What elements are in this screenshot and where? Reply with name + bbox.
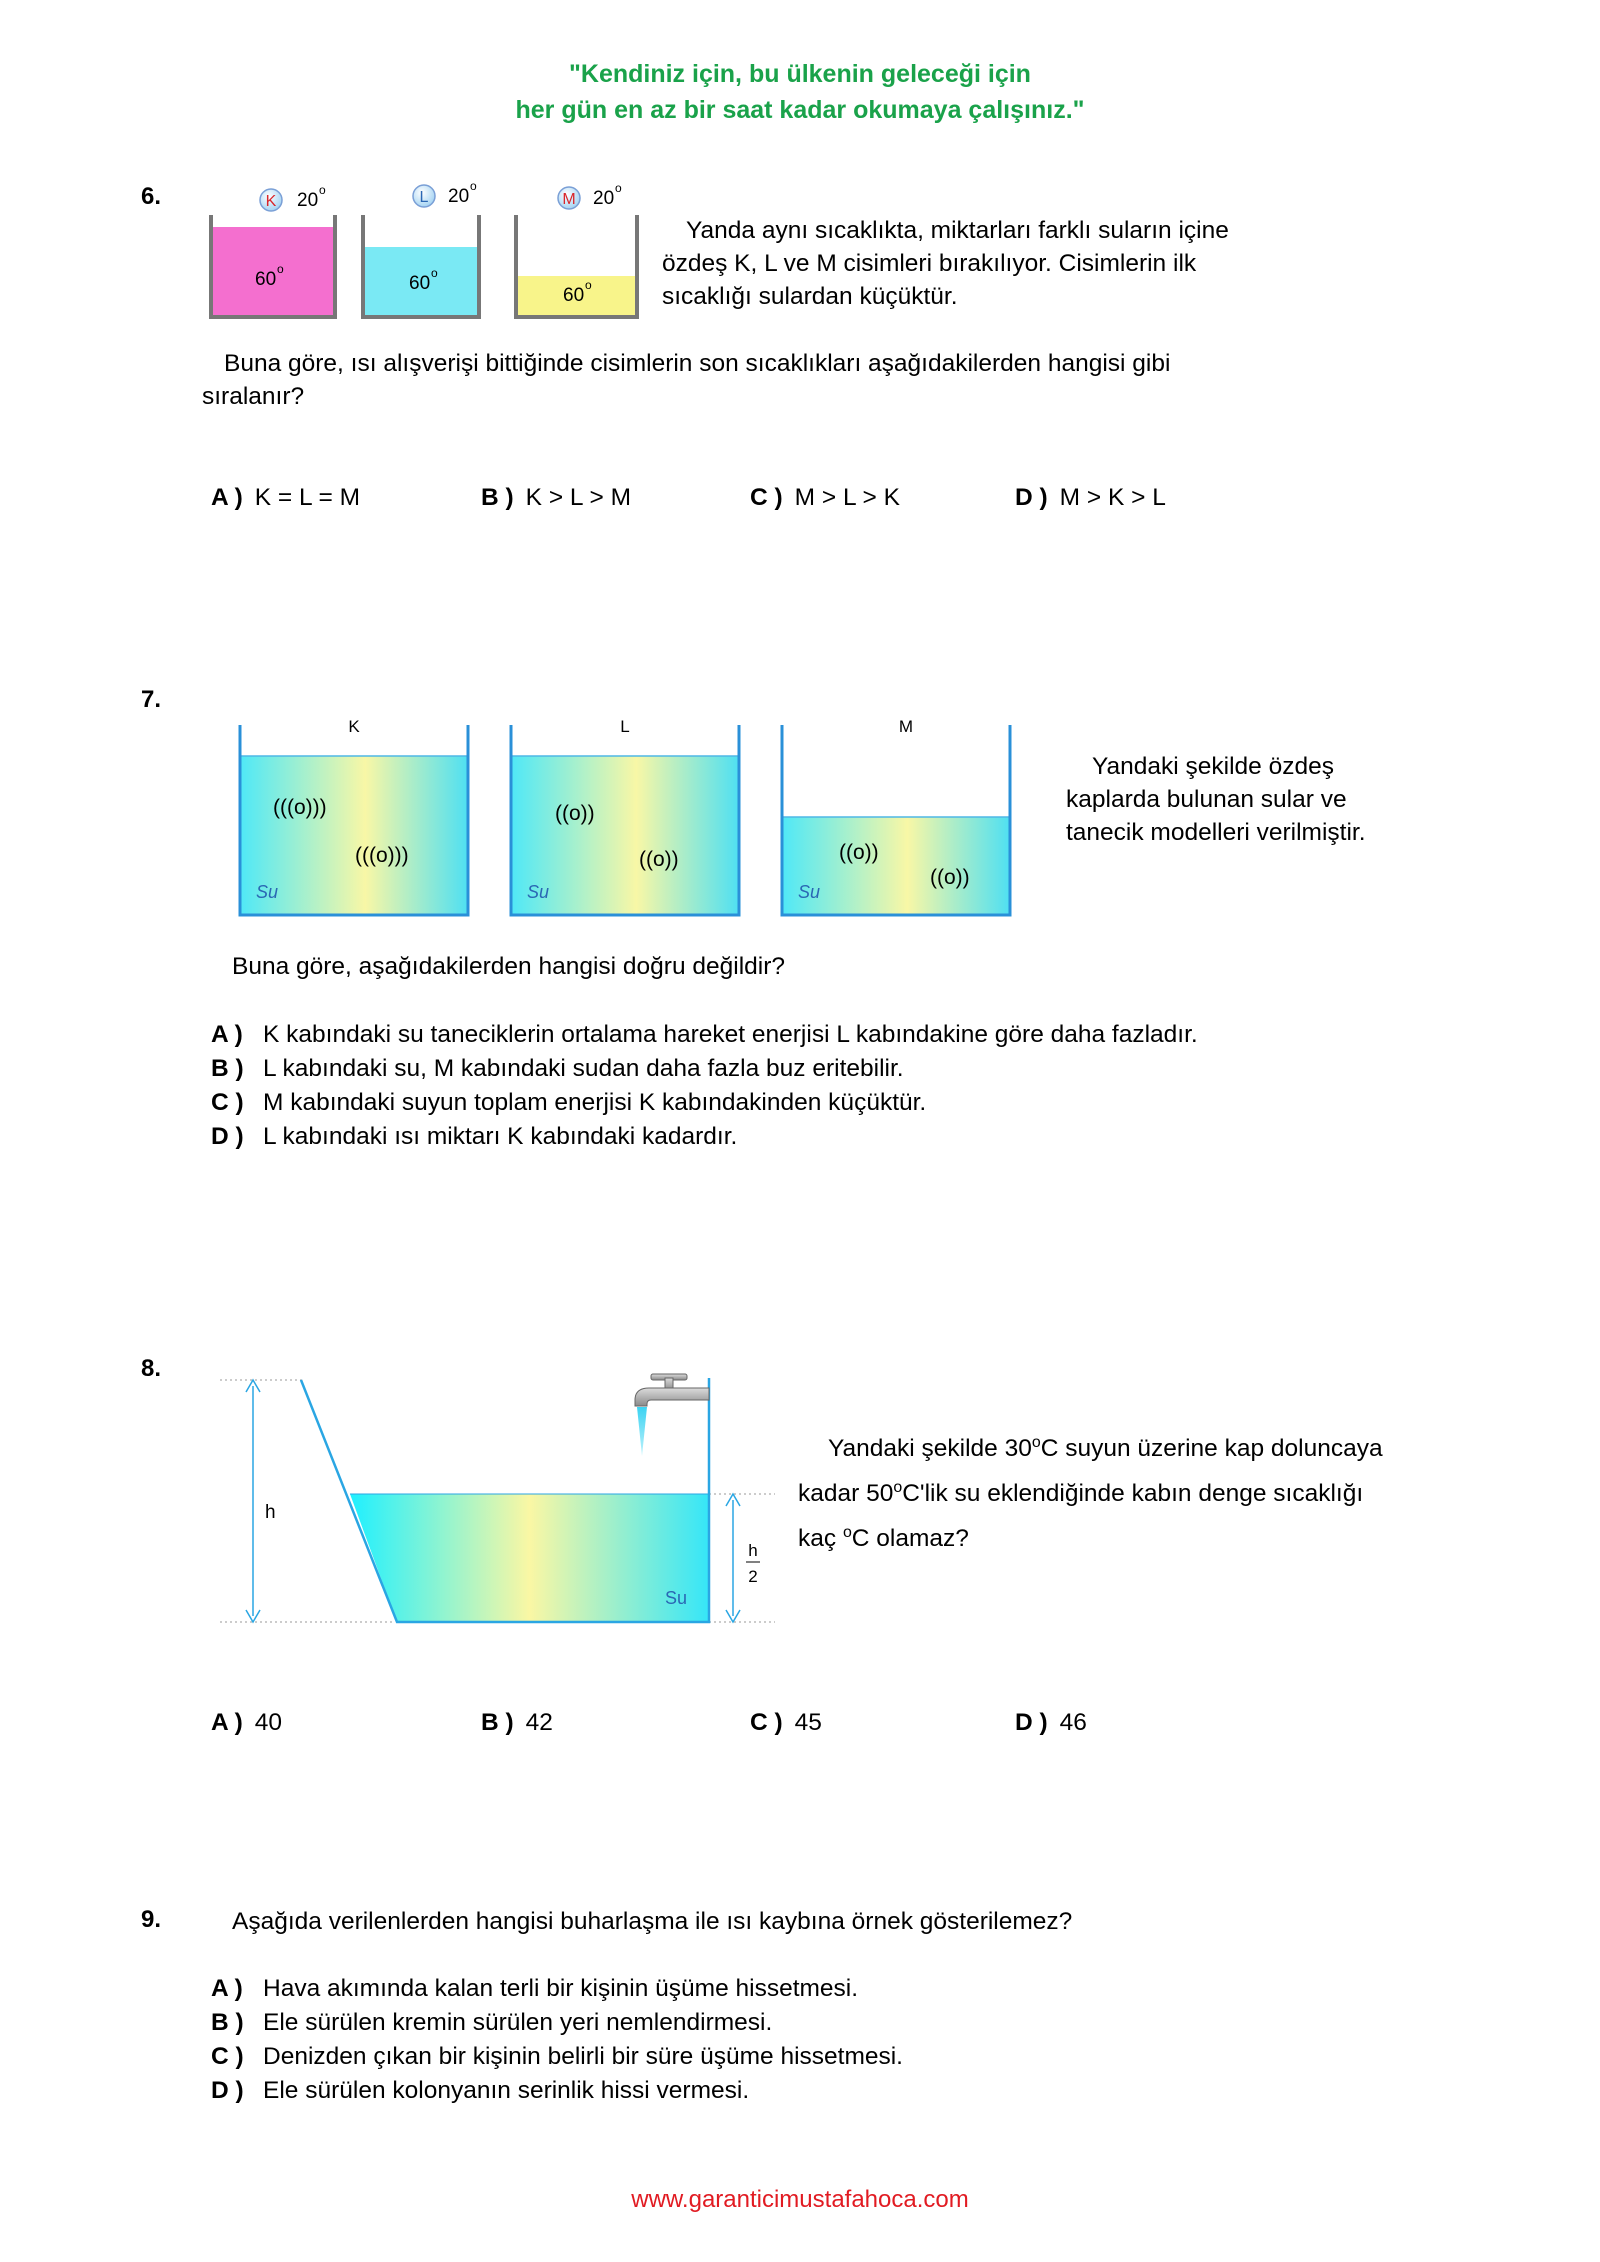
water-k-degree: o: [277, 262, 284, 276]
option-text: K > L > M: [525, 484, 631, 511]
question-7-side-line-3: tanecik modelleri verilmiştir.: [1066, 819, 1366, 846]
container-k: [240, 717, 468, 915]
container-k-particle-2: (((o))): [355, 844, 409, 867]
degree-mark: o: [1031, 1434, 1041, 1451]
question-9-option-a[interactable]: [211, 1972, 903, 2006]
motto-line-1: "Kendiniz için, bu ülkenin geleceği için: [569, 60, 1031, 88]
faucet-icon: [635, 1374, 709, 1456]
container-water: [350, 1494, 709, 1622]
question-6-option-c[interactable]: [750, 481, 900, 514]
option-text: M > K > L: [1059, 484, 1166, 511]
option-text: 40: [254, 1709, 283, 1736]
question-9-number: 9.: [141, 1906, 162, 1933]
question-8-option-d[interactable]: [1015, 1706, 1087, 1739]
question-8-number: 8.: [141, 1355, 162, 1382]
question-6-beakers-figure: [195, 175, 665, 325]
motto-line-2: her gün en az bir saat kadar okumaya çalışınız.": [515, 96, 1085, 124]
beaker-m: [516, 181, 637, 317]
option-text: Hava akımında kalan terli bir kişinin üşüme hissetmesi.: [263, 1975, 859, 2002]
container-k-label: K: [348, 717, 360, 736]
text-fragment: C'lik su eklendiğinde kabın denge sıcaklığı: [902, 1480, 1364, 1508]
height-h-arrow: [246, 1380, 260, 1622]
question-8-container-figure: [215, 1360, 795, 1630]
option-letter: C ): [211, 2043, 244, 2070]
height-h-label: h: [265, 1502, 276, 1523]
question-8-side-line-2: [798, 1468, 1558, 1513]
water-l-temp: 60: [409, 273, 431, 294]
option-letter: D ): [211, 2077, 244, 2104]
option-text: Ele sürülen kremin sürülen yeri nemlendirmesi.: [263, 2009, 773, 2036]
question-6-option-b[interactable]: [481, 481, 631, 514]
object-l-label: L: [419, 189, 429, 206]
container-m-particle-1: ((o)): [839, 841, 879, 864]
option-letter: B ): [211, 1055, 244, 1082]
container-m: [782, 717, 1010, 915]
question-9-options: [211, 1972, 903, 2108]
footer-link[interactable]: www.garanticimustafahoca.com: [631, 2186, 969, 2213]
height-half-numerator: h: [748, 1541, 758, 1560]
question-9-option-b[interactable]: [211, 2006, 903, 2040]
option-letter: C ): [211, 1089, 244, 1116]
container-k-water-label: Su: [256, 882, 279, 902]
container-k-particle-1: (((o))): [273, 796, 327, 819]
object-k-degree: o: [319, 183, 326, 197]
container-m-water-label: Su: [798, 882, 821, 902]
water-l-degree: o: [431, 266, 438, 280]
text-fragment: C olamaz?: [851, 1525, 969, 1553]
container-m-label: M: [898, 717, 914, 736]
text-fragment: C suyun üzerine kap doluncaya: [1040, 1435, 1383, 1463]
option-letter: B ): [481, 484, 514, 511]
option-text: M kabındaki suyun toplam enerjisi K kabındakinden küçüktür.: [263, 1089, 927, 1116]
container-l-label: L: [620, 717, 630, 736]
question-8-option-c[interactable]: [750, 1706, 822, 1739]
object-k-temp: 20: [297, 190, 319, 211]
option-letter: A ): [211, 1021, 243, 1048]
question-9-option-d[interactable]: [211, 2074, 903, 2108]
object-m-temp: 20: [593, 188, 615, 209]
question-7-stem: Buna göre, aşağıdakilerden hangisi doğru değildir?: [232, 953, 785, 980]
text-fragment: Yandaki şekilde 30: [828, 1435, 1032, 1463]
container-l: [511, 717, 739, 915]
object-k-label: K: [265, 193, 277, 210]
question-7-side-line-1: Yandaki şekilde özdeş: [1092, 753, 1334, 780]
water-k-temp: 60: [255, 269, 277, 290]
question-6-number: 6.: [141, 183, 162, 210]
question-7-containers-figure: [230, 710, 1020, 920]
container-l-particle-1: ((o)): [555, 802, 595, 825]
question-8-side-line-1: [798, 1423, 1558, 1468]
option-text: Ele sürülen kolonyanın serinlik hissi vermesi.: [263, 2077, 750, 2104]
option-letter: A ): [211, 1709, 243, 1736]
degree-mark: o: [842, 1524, 852, 1542]
object-l-temp: 20: [448, 186, 470, 207]
option-letter: D ): [1015, 1709, 1048, 1736]
container-l-water-label: Su: [527, 882, 550, 902]
question-6-option-d[interactable]: [1015, 481, 1166, 514]
option-letter: C ): [750, 1709, 783, 1736]
option-letter: D ): [211, 1123, 244, 1150]
object-m-label: M: [562, 191, 576, 208]
option-text: L kabındaki ısı miktarı K kabındaki kadardır.: [263, 1123, 738, 1150]
question-6-stem: [202, 347, 1402, 413]
option-text: M > L > K: [794, 484, 900, 511]
question-7-side-line-2: kaplarda bulunan sular ve: [1066, 786, 1347, 813]
question-9-stem: Aşağıda verilenlerden hangisi buharlaşma ile ısı kaybına örnek gösterilemez?: [232, 1908, 1073, 1935]
option-letter: B ): [211, 2009, 244, 2036]
question-7-option-c[interactable]: [211, 1086, 1198, 1120]
question-6-side-line-2: özdeş K, L ve M cisimleri bırakılıyor. Cisimlerin ilk: [662, 250, 1197, 277]
beaker-l: [363, 179, 479, 317]
question-8-side-line-3: [798, 1513, 1558, 1558]
option-text: 46: [1059, 1709, 1087, 1736]
option-letter: A ): [211, 1975, 243, 2002]
question-7-option-d[interactable]: [211, 1120, 1198, 1154]
water-stream: [637, 1407, 647, 1456]
option-text: L kabındaki su, M kabındaki sudan daha fazla buz eritebilir.: [263, 1055, 904, 1082]
water-m-degree: o: [585, 278, 592, 292]
option-text: Denizden çıkan bir kişinin belirli bir süre üşüme hissetmesi.: [263, 2043, 903, 2070]
question-7-option-b[interactable]: [211, 1052, 1198, 1086]
beaker-k: [211, 183, 335, 317]
question-6-side-line-1: Yanda aynı sıcaklıkta, miktarları farklı suların içine: [686, 217, 1229, 244]
option-letter: B ): [481, 1709, 514, 1736]
option-letter: D ): [1015, 484, 1048, 511]
container-m-particle-2: ((o)): [930, 866, 970, 889]
container-l-particle-2: ((o)): [639, 848, 679, 871]
question-7-option-a[interactable]: [211, 1018, 1198, 1052]
option-letter: A ): [211, 484, 243, 511]
height-half-arrow: [726, 1494, 740, 1622]
object-m-degree: o: [615, 181, 622, 195]
option-text: K kabındaki su taneciklerin ortalama hareket enerjisi L kabındakine göre daha fazladır.: [263, 1021, 1198, 1048]
option-text: 45: [794, 1709, 822, 1736]
question-8-option-a[interactable]: [211, 1706, 282, 1739]
question-9-option-c[interactable]: [211, 2040, 903, 2074]
option-letter: C ): [750, 484, 783, 511]
question-6-stem-line-2: sıralanır?: [202, 383, 305, 410]
option-text: 42: [525, 1709, 553, 1736]
container-water-label: Su: [665, 1588, 688, 1608]
water-m-temp: 60: [563, 285, 585, 306]
text-fragment: kaç: [798, 1525, 843, 1553]
question-7-number: 7.: [141, 686, 162, 713]
question-6-side-text: [662, 214, 1302, 313]
question-6-stem-line-1: Buna göre, ısı alışverişi bittiğinde cisimlerin son sıcaklıkları aşağıdakilerden hangisi gibi: [224, 350, 1171, 377]
question-7-side-text: [1066, 750, 1566, 849]
question-6-side-line-3: sıcaklığı sulardan küçüktür.: [662, 283, 958, 310]
question-8-side-text: [798, 1423, 1558, 1558]
height-half-denominator: 2: [748, 1567, 758, 1586]
object-l-degree: o: [470, 179, 477, 193]
question-7-options: [211, 1018, 1198, 1154]
question-8-option-b[interactable]: [481, 1706, 553, 1739]
option-text: K = L = M: [254, 484, 361, 511]
text-fragment: kadar 50: [798, 1480, 894, 1508]
question-6-option-a[interactable]: [211, 481, 360, 514]
degree-mark: o: [893, 1479, 903, 1497]
